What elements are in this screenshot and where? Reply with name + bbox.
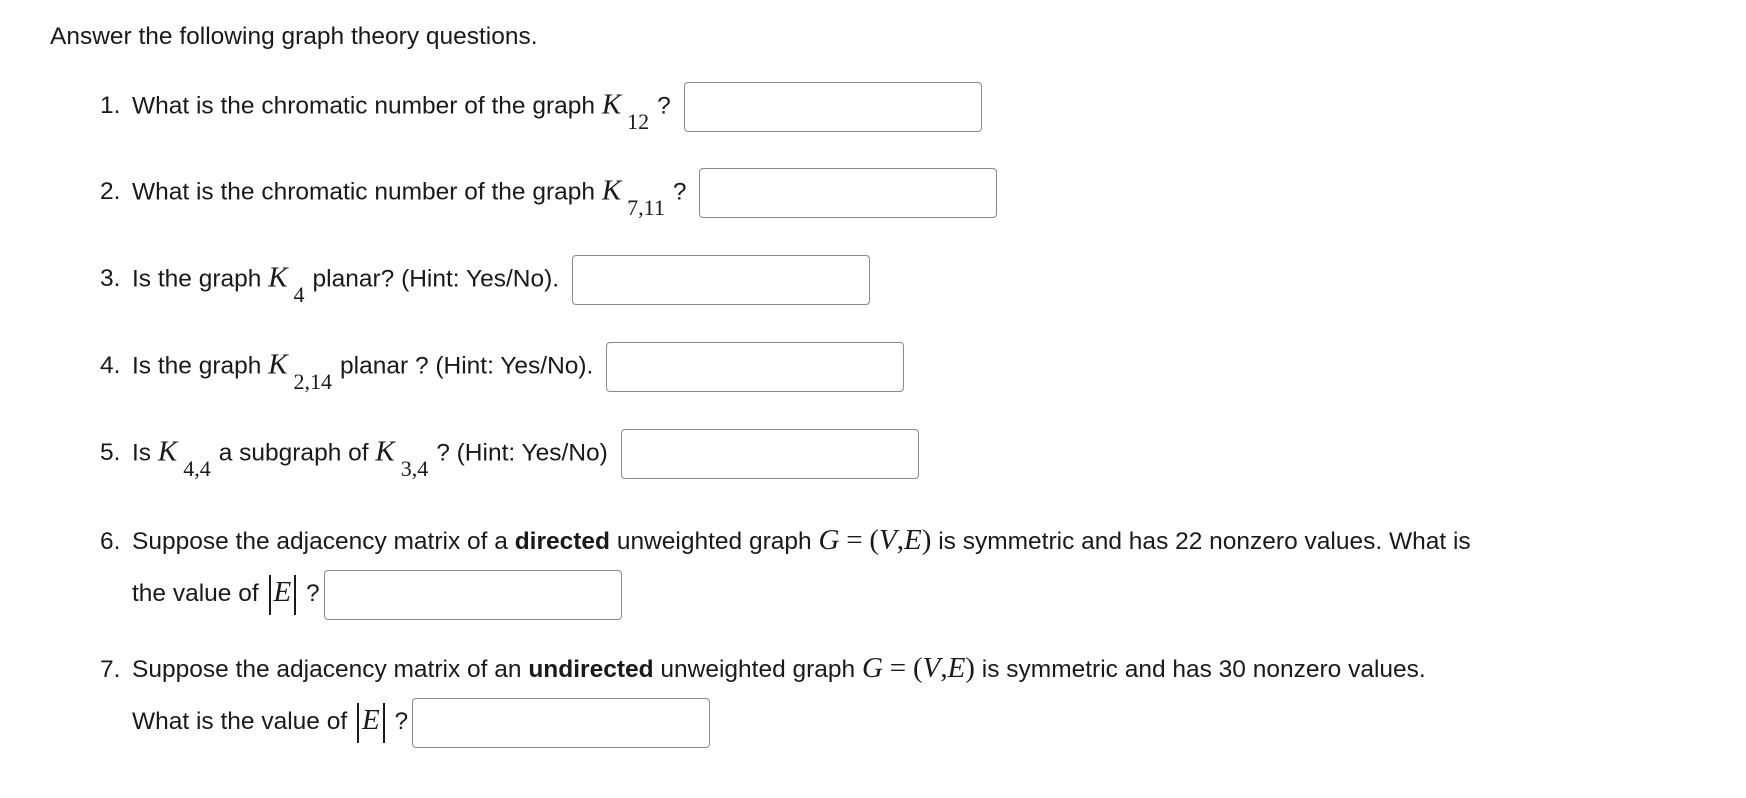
question-post: is symmetric and has 30 nonzero values. — [981, 656, 1426, 683]
emphasis-undirected: undirected — [528, 656, 654, 683]
math-comma: , — [940, 652, 948, 684]
question-1 — [100, 82, 982, 135]
question-number: 7. — [100, 656, 121, 683]
instructions: Answer the following graph theory questions. — [50, 23, 538, 50]
question-tail: ? — [672, 178, 687, 206]
abs-bar-left — [269, 575, 271, 615]
math-g: G — [818, 524, 840, 556]
math-lparen: ( — [869, 524, 880, 556]
math-e: E — [947, 652, 966, 684]
math-comma: , — [896, 524, 905, 556]
question-number: 6. — [100, 528, 121, 555]
math-lparen: ( — [912, 652, 923, 684]
question-line2: the value of — [132, 580, 259, 607]
question-text: Is the graph — [132, 352, 262, 380]
math-subscript: 12 — [627, 109, 650, 135]
question-number: 1. — [100, 92, 121, 120]
math-e: E — [361, 704, 380, 736]
math-equals: = — [846, 524, 863, 556]
math-equals: = — [889, 652, 907, 684]
math-k: K — [601, 174, 622, 207]
question-tail: ? (Hint: Yes/No) — [436, 439, 608, 467]
math-k: K — [375, 435, 395, 468]
question-line2: What is the value of — [132, 708, 348, 735]
math-k: K — [157, 435, 178, 468]
question-number: 2. — [100, 178, 121, 206]
question-number: 4. — [100, 352, 121, 380]
math-g: G — [862, 652, 883, 684]
question-tail: ? — [306, 580, 320, 607]
question-mid: a subgraph of — [218, 439, 369, 467]
math-subscript: 7,11 — [627, 195, 665, 221]
question-4 — [100, 342, 904, 395]
question-post: is symmetric and has 22 nonzero values. What is — [938, 528, 1471, 555]
question-tail: planar ? (Hint: Yes/No). — [340, 352, 594, 380]
math-subscript: 4 — [293, 282, 305, 308]
answer-input-3[interactable] — [572, 255, 870, 305]
answer-input-4[interactable] — [606, 342, 904, 392]
question-text: What is the chromatic number of the graph — [132, 178, 595, 206]
question-text: What is the chromatic number of the graph — [132, 92, 595, 120]
emphasis-directed: directed — [514, 528, 611, 555]
question-5 — [100, 429, 919, 482]
math-k: K — [601, 88, 622, 121]
math-k: K — [268, 261, 288, 294]
math-subscript: 3,4 — [400, 456, 429, 482]
math-k: K — [268, 348, 288, 381]
question-mid: unweighted graph — [616, 528, 812, 555]
question-number: 3. — [100, 265, 121, 293]
question-text: Suppose the adjacency matrix of an — [132, 656, 522, 683]
question-text: Is the graph — [132, 265, 262, 293]
math-e: E — [904, 524, 922, 556]
math-v: V — [922, 652, 941, 684]
math-v: V — [879, 524, 897, 556]
math-subscript: 2,14 — [293, 369, 333, 395]
math-e: E — [273, 576, 292, 608]
abs-bar-right — [294, 575, 296, 615]
question-text: Suppose the adjacency matrix of a — [132, 528, 508, 555]
answer-input-5[interactable] — [621, 429, 919, 479]
question-7 — [100, 643, 1680, 748]
math-rparen: ) — [921, 524, 932, 556]
question-2 — [100, 168, 997, 221]
question-tail: ? — [657, 92, 671, 120]
question-6 — [100, 515, 1680, 620]
question-text: Is — [132, 439, 152, 467]
answer-input-6[interactable] — [324, 570, 622, 620]
answer-input-2[interactable] — [699, 168, 997, 218]
answer-input-7[interactable] — [412, 698, 710, 748]
math-subscript: 4,4 — [183, 456, 211, 482]
math-rparen: ) — [965, 652, 975, 684]
abs-bar-right — [383, 703, 385, 743]
abs-bar-left — [357, 703, 359, 743]
question-tail: ? — [394, 708, 409, 735]
answer-input-1[interactable] — [684, 82, 982, 132]
question-mid: unweighted graph — [660, 656, 856, 683]
question-tail: planar? (Hint: Yes/No). — [312, 265, 560, 293]
question-number: 5. — [100, 439, 121, 467]
question-3 — [100, 255, 870, 308]
